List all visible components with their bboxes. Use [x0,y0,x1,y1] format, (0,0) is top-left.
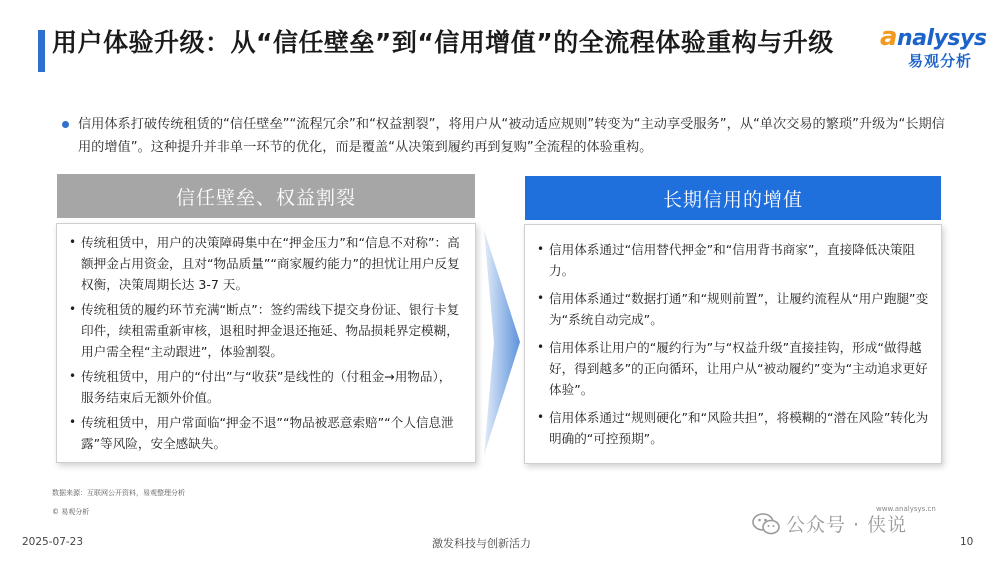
right-list-item: • 信用体系通过“规则硬化”和“风险共担”，将模糊的“潜在风险”转化为明确的“可控预期”。 [535,407,929,449]
logo-wordmark: analysys [880,22,987,52]
right-panel-list [535,239,929,449]
copyright-note: © 易观分析 [52,508,90,516]
footer-date: 2025-07-23 [22,536,84,548]
left-panel [56,223,476,463]
intro-paragraph: 信用体系打破传统租赁的“信任壁垒”“流程冗余”和“权益割裂”，将用户从“被动适应规则”转变为“主动享受服务”，从“单次交易的繁琐”升级为“长期信用的增值”。这种提升并非单一环节的优化，而是覆盖“从决策到履约再到复购”全流程的体验重构。 [78,117,945,155]
left-panel-list [67,232,463,454]
left-list-item: • 传统租赁中，用户的“付出”与“收获”是线性的（付租金→用物品），服务结束后无额外价值。 [67,366,463,408]
page-title: 用户体验升级：从“信任壁垒”到“信用增值”的全流程体验重构与升级 [52,28,834,57]
wechat-icon [752,512,780,536]
right-panel [524,224,942,464]
title-accent-bar [38,30,45,72]
left-panel-heading: 信任壁垒、权益割裂 [57,174,475,218]
wechat-watermark [752,510,907,537]
right-list-item: • 信用体系通过“信用替代押金”和“信用背书商家”，直接降低决策阻力。 [535,239,929,281]
logo-chinese-name: 易观分析 [908,52,973,70]
left-list-item: • 传统租赁的履约环节充满“断点”：签约需线下提交身份证、银行卡复印件，续租需重新审核，退租时押金退还拖延、物品损耗界定模糊，用户需全程“主动跟进”，体验割裂。 [67,299,463,362]
left-list-item: • 传统租赁中，用户常面临“押金不退”“物品被恶意索赔”“个人信息泄露”等风险，安全感缺失。 [67,412,463,454]
data-source-note: 数据来源：互联网公开资料，易观整理分析 [52,489,185,497]
watermark-text: 公众号 · 侠说 [786,514,908,536]
right-list-item: • 信用体系让用户的“履约行为”与“权益升级”直接挂钩，形成“做得越好，得到越多”的正向循环，让用户从“被动履约”变为“主动追求更好体验”。 [535,337,929,400]
page-number: 10 [960,536,974,548]
right-panel-heading: 长期信用的增值 [525,176,941,220]
footer-url: www.analysys.cn [876,505,936,513]
analysys-logo [880,22,990,70]
footer-slogan: 激发科技与创新活力 [432,537,531,550]
right-arrow-icon [484,230,520,455]
left-list-item: • 传统租赁中，用户的决策障碍集中在“押金压力”和“信息不对称”：高额押金占用资金，且对“物品质量”“商家履约能力”的担忧让用户反复权衡，决策周期长达 3-7 天。 [67,232,463,295]
right-list-item: • 信用体系通过“数据打通”和“规则前置”，让履约流程从“用户跑腿”变为“系统自动完成”。 [535,288,929,330]
